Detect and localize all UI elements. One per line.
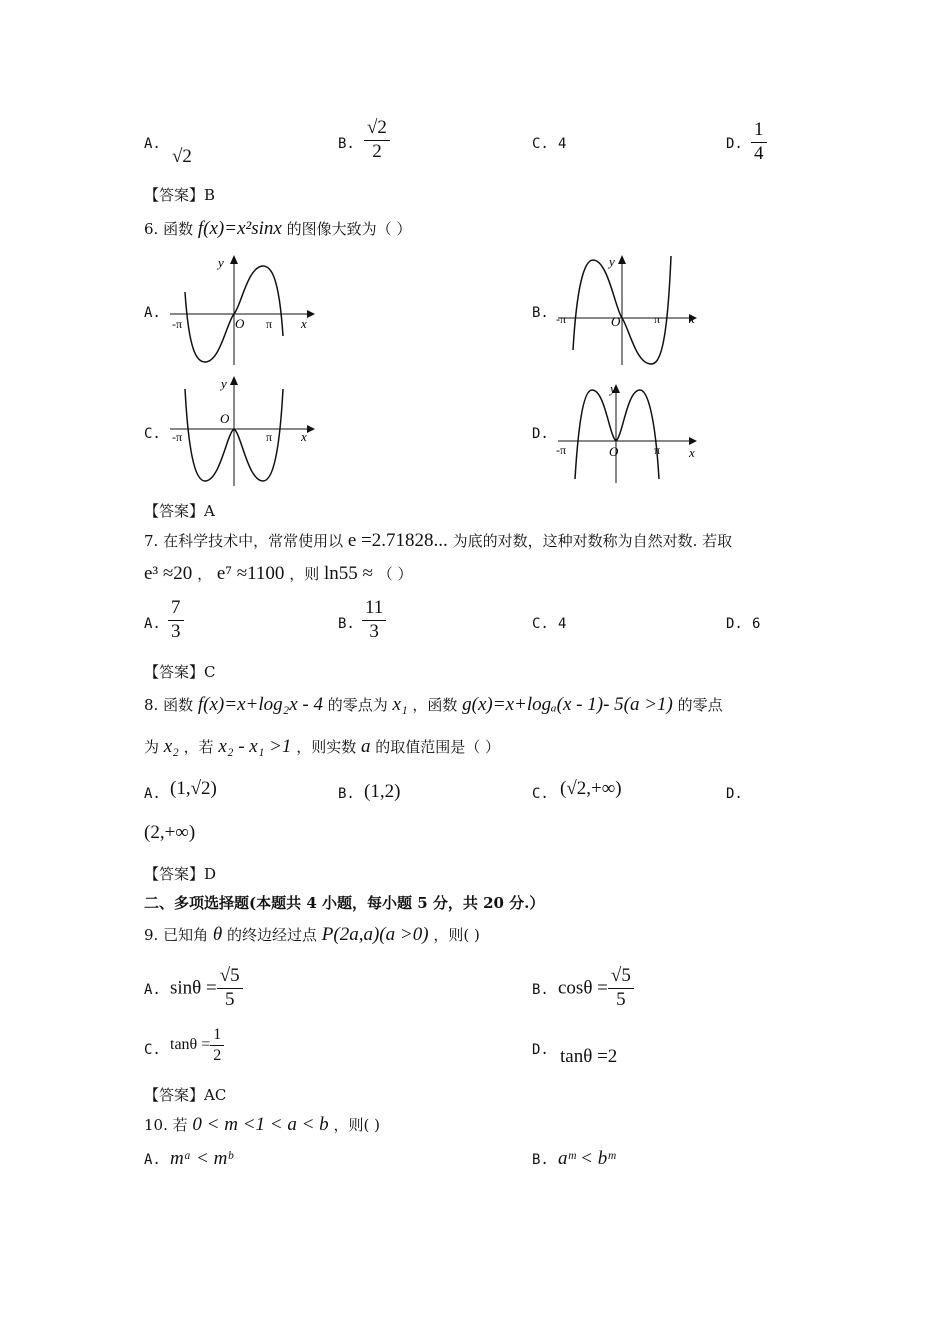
neg-pi-label: -π: [172, 317, 183, 331]
option-label: A.: [144, 982, 161, 998]
origin-label: O: [220, 411, 230, 426]
stem-prefix: 7. 在科学技术中，常常使用以: [144, 532, 344, 550]
denominator: 3: [171, 620, 181, 642]
graph-option-b: [553, 252, 713, 367]
denominator: 4: [754, 142, 764, 164]
option-b-expr: aᵐ < bᵐ: [558, 1148, 616, 1169]
option-label: C.: [144, 426, 161, 442]
option-b-expr: [558, 966, 634, 1011]
origin-label: O: [609, 444, 619, 459]
answer-q6: 【答案】A: [144, 502, 215, 520]
option-a-fraction: [168, 598, 184, 643]
neg-pi-label: -π: [172, 430, 183, 444]
ln55-expr: ln55 ≈: [324, 563, 373, 584]
stem-prefix: 9. 已知角: [144, 926, 209, 944]
numerator: √2: [364, 118, 390, 141]
option-label: C.: [144, 1042, 161, 1058]
stem-suffix: 的图像大致为（ ）: [286, 220, 412, 238]
answer-q8: 【答案】D: [144, 865, 217, 883]
inequality-expr: 0 < m <1 < a < b: [192, 1114, 329, 1135]
numerator: 11: [362, 598, 386, 621]
answer-q9: 【答案】AC: [144, 1086, 227, 1104]
option-label: D.: [726, 136, 743, 152]
x-axis-label: x: [689, 311, 695, 326]
option-label: A.: [144, 786, 161, 802]
numerator: √5: [217, 966, 243, 989]
stem-mid: ，函数: [412, 696, 458, 714]
stem-suffix: ，则( ): [333, 1116, 380, 1134]
fraction: [210, 1026, 224, 1064]
stem-mid: ，若: [183, 738, 214, 756]
option-label: C.: [532, 136, 549, 152]
numerator: 1: [751, 120, 767, 143]
numerator: √5: [608, 966, 634, 989]
denominator: 5: [224, 988, 235, 1010]
option-label: A.: [144, 616, 161, 632]
question-6-stem: [144, 218, 411, 240]
option-d-value: (2,+∞): [144, 822, 196, 843]
numerator: 1: [210, 1026, 224, 1046]
point-expr: P(2a,a)(a >0): [321, 924, 429, 945]
option-label: B.: [338, 786, 355, 802]
x2-var: x₂: [163, 736, 179, 757]
stem-math: e =2.71828...: [347, 530, 448, 551]
origin-label: O: [235, 316, 245, 331]
stem-mid: ，则实数: [296, 738, 357, 756]
question-10-stem: [144, 1114, 380, 1136]
option-d-expr: tanθ =2: [560, 1046, 618, 1067]
denominator: 5: [616, 988, 626, 1010]
stem-math: f(x)=x²sinx: [197, 218, 282, 239]
option-label: C.: [532, 786, 549, 802]
question-8-line1: [144, 694, 723, 716]
lhs: cosθ =: [558, 977, 608, 999]
stem-prefix: 6. 函数: [144, 220, 194, 238]
option-label: D.: [532, 426, 549, 442]
option-b-fraction: [362, 598, 386, 643]
stem-prefix: 8. 函数: [144, 696, 194, 714]
stem-mid: 的终边经过点: [227, 926, 318, 944]
separator: ，: [197, 565, 213, 583]
option-label: A.: [144, 136, 161, 152]
neg-pi-label: -π: [556, 443, 567, 457]
option-label: B.: [532, 982, 549, 998]
option-d-fraction: [751, 120, 767, 165]
x-axis-label: x: [689, 445, 695, 460]
stem-prefix: 10. 若: [144, 1116, 188, 1134]
pi-label: π: [266, 317, 273, 331]
option-a-value: (1,√2): [170, 778, 217, 799]
fraction: [608, 966, 634, 1011]
option-label: A.: [144, 305, 161, 321]
option-label: B.: [338, 136, 355, 152]
theta-var: θ: [212, 924, 223, 945]
option-label: B.: [338, 616, 355, 632]
stem-suffix: （ ）: [377, 565, 413, 583]
question-8-line2: [144, 736, 500, 758]
stem-prefix: 为: [144, 738, 160, 756]
sqrt-expr: √2: [172, 146, 192, 167]
option-c-value: (√2,+∞): [560, 778, 622, 799]
y-axis-label: y: [610, 381, 616, 396]
graph-option-c: [165, 373, 325, 488]
stem-mid: 的零点为: [327, 696, 388, 714]
stem-suffix: 的零点: [677, 696, 723, 714]
denominator: 2: [372, 140, 382, 162]
option-label: D.: [726, 786, 743, 802]
stem-suffix: 为底的对数，这种对数称为自然对数. 若取: [452, 532, 733, 550]
stem-suffix: ，则( ): [433, 926, 480, 944]
option-label: D.: [726, 616, 743, 632]
approx-e3: e³ ≈20: [144, 563, 193, 584]
option-label: B.: [532, 1152, 549, 1168]
y-axis-label: y: [218, 255, 224, 270]
option-label: A.: [144, 1152, 161, 1168]
option-b-value: (1,2): [364, 781, 401, 802]
pi-label: π: [654, 443, 661, 457]
fraction: [217, 966, 243, 1011]
option-a-expr: [170, 966, 243, 1011]
lhs: tanθ =: [170, 1036, 211, 1054]
option-c-expr: [170, 1026, 224, 1064]
option-label: C.: [532, 616, 549, 632]
approx-e7: e⁷ ≈1100: [216, 563, 285, 584]
numerator: 7: [168, 598, 184, 621]
y-axis-label: y: [609, 254, 615, 269]
question-7-line2: [144, 563, 413, 585]
f-expr: f(x)=x+log₂x - 4: [197, 694, 323, 715]
question-9-stem: [144, 924, 480, 946]
stem-mid: ，则: [289, 565, 320, 583]
option-a-value: [172, 146, 192, 168]
answer-q5: 【答案】B: [144, 186, 216, 204]
graph-option-d: [553, 373, 713, 488]
x1-var: x₁: [392, 694, 408, 715]
neg-pi-label: -π: [556, 312, 567, 326]
option-c-value: 4: [558, 616, 567, 632]
section-heading: 二、多项选择题(本题共 4 小题，每小题 5 分，共 20 分.）: [144, 894, 545, 912]
y-axis-label: y: [221, 376, 227, 391]
pi-label: π: [654, 312, 661, 326]
answer-q7: 【答案】C: [144, 663, 216, 681]
origin-label: O: [611, 314, 621, 329]
option-b-fraction: [364, 118, 390, 163]
option-a-expr: mᵃ < mᵇ: [170, 1148, 233, 1169]
lhs: sinθ =: [170, 977, 217, 999]
denominator: 2: [213, 1046, 222, 1064]
pi-label: π: [266, 430, 273, 444]
option-c-value: 4: [558, 136, 567, 152]
denominator: 3: [369, 620, 379, 642]
condition-expr: x₂ - x₁ >1: [218, 736, 292, 757]
question-7-line1: [144, 530, 732, 552]
g-expr: g(x)=x+logₐ(x - 1)- 5(a >1): [462, 694, 673, 715]
graph-option-a: [165, 252, 325, 367]
x-axis-label: x: [301, 316, 307, 331]
option-label: B.: [532, 305, 549, 321]
x-axis-label: x: [301, 429, 307, 444]
option-d-value: 6: [752, 616, 761, 632]
a-var: a: [360, 736, 371, 757]
option-label: D.: [532, 1042, 549, 1058]
stem-suffix: 的取值范围是（ ）: [375, 738, 501, 756]
